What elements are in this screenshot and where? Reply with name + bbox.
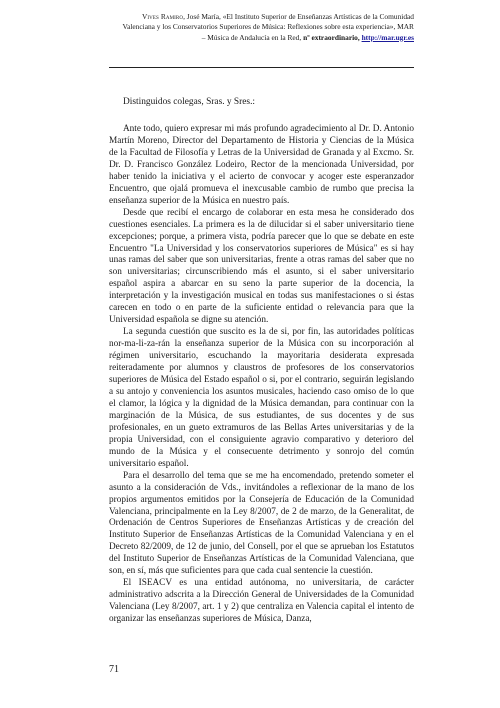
- citation-line-2: Valenciana y los Conservatorios Superiores de Música: Reflexiones sobre esta experiencia», MAR: [122, 22, 414, 32]
- paragraph: El ISEACV es una entidad autónoma, no universitaria, de carácter administrativo adscrita a la Dirección General de Universidades de la Comunidad Valenciana (Ley 8/2007, art. 1 y 2) que centraliza en Valencia capital el intento de organizar las enseñanzas superiores de Música, Danza,: [109, 578, 414, 625]
- issue-label: nº extraordinario,: [303, 32, 362, 42]
- citation-line-1: [85, 12, 414, 22]
- page-number: 71: [109, 664, 119, 675]
- article-body: [109, 124, 414, 626]
- header-divider: [109, 67, 414, 68]
- salutation: Distinguidos colegas, Sras. y Sres.:: [123, 97, 256, 107]
- author-name: Vives Ramiro: [141, 12, 184, 21]
- running-header: [85, 12, 414, 43]
- paragraph: Desde que recibí el encargo de colaborar en esta mesa he considerado dos cuestiones esenciales. La primera es la de dilucidar si el saber universitario tiene excepciones; porque, a primera vista, podría parecer que lo que se debate en este Encuentro "La Universidad y los conservatorios superiores de Música" es si hay unas ramas del saber que son universitarias, frente a otras ramas del saber que no son universitarias; circunscribiendo más el asunto, si el saber universitario español aspira a abarcar en su seno la parte superior de la docencia, la interpretación y la investigación musical en todas sus manifestaciones o si éstas carecen en todo o en parte de la suficiente entidad o relevancia para que la Universidad española se digne su atención.: [109, 207, 414, 326]
- journal-name: – Música de Andalucía en la Red,: [201, 32, 304, 42]
- paragraph: Ante todo, quiero expresar mi más profundo agradecimiento al Dr. D. Antonio Martín Moreno, Director del Departamento de Historia y Ciencias de la Música de la Facultad de Filosofía y Letras de la Universidad de Granada y al Excmo. Sr. Dr. D. Francisco González Lodeiro, Rector de la mencionada Universidad, por haber tenido la iniciativa y el acierto de convocar y acoger este esperanzador Encuentro, que ojalá promueva el inexcusable cambio de rumbo que precisa la enseñanza superior de la Música en nuestro país.: [109, 124, 414, 206]
- paragraph: La segunda cuestión que suscito es la de si, por fin, las autoridades políticas nor-ma-li-za-rán la enseñanza superior de la Música con su incorporación al régimen universitario, escuchando la mayoritaria desiderata expresada reiteradamente por alumnos y claustros de profesores de los conservatorios superiores de Música del Estado español o si, por el contrario, seguirán legislando a su antojo y conveniencia los asuntos musicales, haciendo caso omiso de lo que el clamor, la lógica y la dignidad de la Música demandan, para continuar con la marginación de la Música, de sus estudiantes, de sus docentes y de sus profesionales, en un gueto extramuros de las Bellas Artes universitarias y de la propia Universidad, con el consiguiente agravio comparativo y deterioro del mundo de la Música y el consecuente detrimento y sonrojo del común universitario español.: [109, 327, 414, 469]
- paragraph: Para el desarrollo del tema que se me ha encomendado, pretendo someter el asunto a la consideración de Vds., invitándoles a reflexionar de la mano de los propios argumentos emitidos por la Consejería de Educación de la Comunidad Valenciana, principalmente en la Ley 8/2007, de 2 de marzo, de la Generalitat, de Ordenación de Centros Superiores de Enseñanzas Artísticas y de creación del Instituto Superior de Enseñanzas Artísticas de la Comunidad Valenciana y en el Decreto 82/2009, de 12 de junio, del Consell, por el que se aprueban los Estatutos del Instituto Superior de Enseñanzas Artísticas de la Comunidad Valenciana, que son, en sí, más que suficientes para que cada cual sentencie la cuestión.: [109, 470, 414, 577]
- journal-link[interactable]: http://mar.ugr.es: [361, 32, 414, 42]
- citation-line-3: [85, 33, 414, 43]
- citation-title-part: , José María, «El Instituto Superior de Enseñanzas Artísticas de la Comunidad: [183, 12, 414, 21]
